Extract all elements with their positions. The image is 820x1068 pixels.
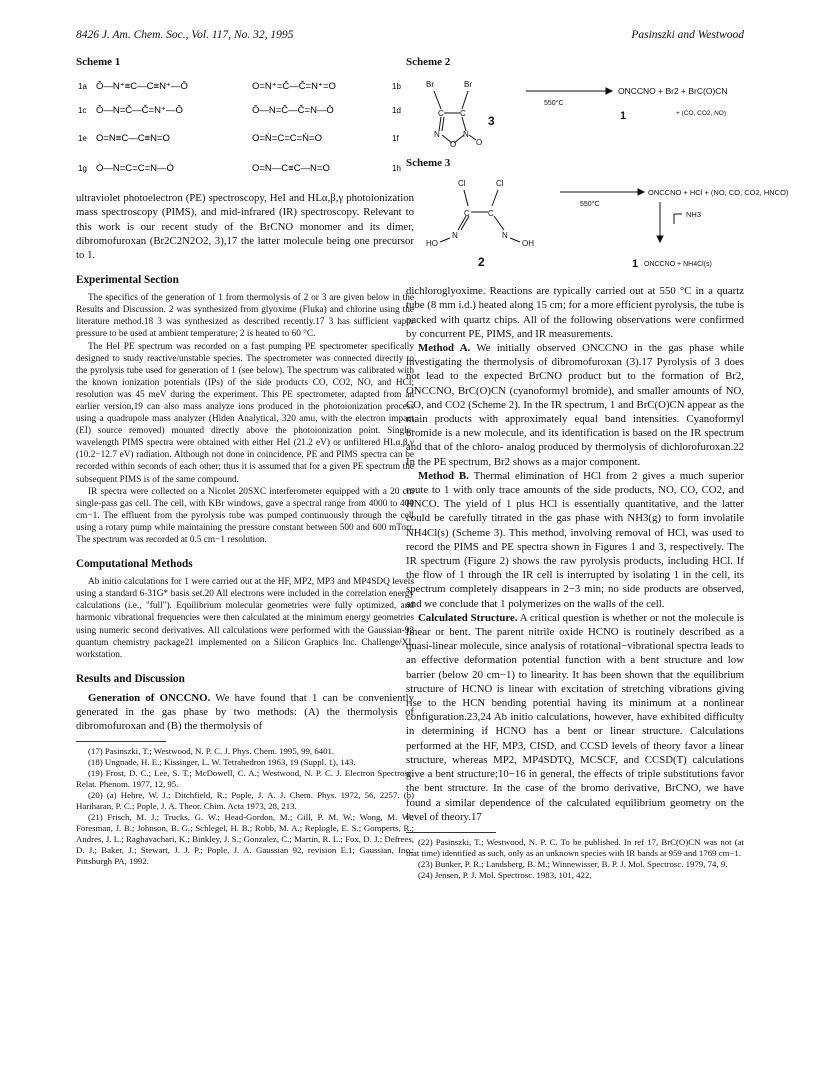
computational-paragraph: Ab initio calculations for 1 were carried out at the HF, MP2, MP3 and MP4SDQ levels using a standard 6-31G* basis set.20 All electrons were included in the correlation energy calculations (i.e., "full"). Equilibrium molecular geometries were fully optimized, and harmonic vibrational frequencies were then calculated at the minimum energy geometries using numeric second derivatives. All calculations were performed with the Gaussian-92 quantum chemistry package21 implemented on a Silicon Graphics Inc. Challenge/XL workstation. [76, 577, 414, 660]
footnote: (20) (a) Hehre, W. J.; Ditchfield, R.; Pople, J. A. J. Chem. Phys. 1972, 56, 2257. (b) Hariharan, P. C.; Pople, J. A. Theor. Chim. Acta 1973, 28, 213. [76, 790, 414, 812]
footnote: (17) Pasinszki, T.; Westwood, N. P. C. J. Phys. Chem. 1995, 99, 6401. [88, 746, 335, 757]
experimental-paragraph: The HeI PE spectrum was recorded on a fast pumping PE spectrometer specifically designed to study reactive/unstable species. The spectrometer was connected directly to the pyrolysis tube used for generation of 1 (see below). The spectrum was calibrated with the known ionization potentials (IPs) of the side products CO, CO2, NO, and HCl; resolution was 45 meV during the experiment. This PE spectrometer, adapted from an earlier version,19 can also mass analyze ions produced in the photoionization process using a quadrupole mass analyzer (Hiden Analytical, 320 amu, with the electron impact (EI) source removed) mounted directly above the photoionization point. Single-wavelength PIMS spectra were obtained with either HeI (21.2 eV) or unfiltered HLα,β,γ (10.2−12.7 eV) radiation. Although not done in coincidence, PE and PIMS spectra can be recorded within seconds of each other; thus it is assumed that for a given PE spectrum the subsequent PIMS is of the same compound. [76, 341, 414, 485]
calculated-structure-heading: Calculated Structure. [418, 611, 518, 624]
right-paragraph: dichloroglyoxime. Reactions are typically carried out at 550 °C in a quartz tube (8 mm i.d.) heated along 15 cm; for a more efficient pyrolysis, the tube is packed with quartz chips. All of the following observations were confirmed by concurrent PE, PIMS, and IR measurements. [406, 285, 745, 340]
left-column [76, 56, 414, 867]
method-a-heading: Method A. [418, 342, 471, 354]
footnote: (23) Bunker, P. R.; Landsberg, B. M.; Winnewisser, B. P. J. Mol. Spectrosc. 1979, 74, 9. [418, 858, 728, 869]
scheme1-structure: Ō—N⁺≡C—C≡N⁺—Ō [96, 81, 188, 93]
svg-text:C: C [460, 109, 466, 119]
page-header [76, 29, 744, 45]
scheme2-products: ONCCNO + Br2 + BrC(O)CN [618, 86, 728, 97]
compound-3-label: 3 [488, 114, 495, 129]
scheme1-structure: Ō—N=Č—Č=N—Ō [252, 105, 334, 117]
left-footnotes [76, 746, 414, 867]
footnote: (22) Pasinszki, T.; Westwood, N. P. C. To be published. In ref 17, BrC(O)CN was not (at that time) identified as such, only as an unknown species with IR bands at 959 and 1769 cm−1. [406, 836, 744, 858]
running-head-authors: Pasinszki and Westwood [631, 29, 744, 41]
experimental-heading: Experimental Section [76, 274, 179, 287]
scheme2-condition: 550°C [544, 100, 564, 108]
footnote-rule [406, 832, 496, 833]
scheme3-final: ONCCNO + NH4Cl(s) [644, 261, 712, 269]
scheme2-diagram [406, 75, 744, 150]
scheme1-label: 1c [78, 106, 87, 116]
svg-text:N: N [452, 231, 458, 241]
scheme1-structure: Ȯ—N=C=C=N—Ȯ [96, 163, 174, 175]
experimental-paragraph: IR spectra were collected on a Nicolet 20SXC interferometer equipped with a 20 cm single-pass gas cell. The cell, with KBr windows, gave a spectral range from 4000 to 400 cm−1. The effluent from the pyrolysis tube was pumped continuously through the cell using a rotary pump while maintaining the pressure constant between 500 and 600 mTorr. The spectrum was recorded at 0.5 cm−1 resolution. [76, 486, 414, 546]
svg-text:Cl: Cl [496, 179, 504, 189]
scheme1-structures [76, 75, 414, 179]
scheme3-reagent: NH3 [686, 210, 702, 220]
running-head-journal: 8426 J. Am. Chem. Soc., Vol. 117, No. 32, 1995 [76, 29, 294, 41]
scheme3-title: Scheme 3 [406, 157, 451, 170]
product-1-label: 1 [620, 110, 627, 123]
scheme1-label: 1h [392, 164, 401, 174]
scheme1-label: 1f [392, 134, 399, 144]
compound-2-label: 2 [478, 255, 485, 270]
svg-text:O: O [450, 140, 457, 150]
right-footnotes [406, 837, 744, 881]
svg-text:C: C [438, 109, 444, 119]
scheme1-structure: O=N—C≡C—N=O [252, 163, 330, 175]
experimental-paragraph: The specifics of the generation of 1 from thermolysis of 2 or 3 are given below in the Results and Discussion. 2 was synthesized from glyoxime (Fluka) and chlorine using the literature method.18 3 was synthesized as described recently.17 3 has sufficient vapor pressure to be used at ambient temperature; 2 is heated to 60 °C. [76, 293, 414, 340]
footnote: (19) Frost, D. C.; Lee, S. T.; McDowell, C. A.; Westwood, N. P. C. J. Electron Spectrosc. Relat. Phenom. 1977, 12, 95. [76, 768, 414, 790]
calculated-structure-text: A critical question is whether or not the molecule is linear or bent. The parent nitrile oxide HCNO is routinely described as a quasi-linear molecule, since analysis of rotational−vibrational spectra leads to an effective deformation potential function with a bent structure and low barrier (below 20 cm−1) to linearity. It has been shown that the equilibrium structure of HCNO is linear with excitation of stretching vibrations giving rise to the HCN bending potential having its minimum at a nonlinear configuration.23,24 Ab initio calculations, however, have exhibited difficulty in determining if HCNO has a bent or linear structure. Calculations performed at the HF, MP3, CISD, and CCSD levels of theory favor a linear structure, whereas MP2, MP4SDTQ, MCSCF, and CCSD(T) calculations give a bent structure;10−16 in general, the effects of triple substitutions favor the bent structure. In the case of the bromo derivative, BrCNO, we have found a similar dependence of the calculated equilibrium geometry on the level of theory.17 [406, 611, 744, 823]
scheme1-label: 1d [392, 106, 401, 116]
scheme1-title: Scheme 1 [76, 56, 121, 68]
right-column [406, 56, 789, 881]
svg-text:Cl: Cl [458, 179, 466, 189]
intro-paragraph [76, 191, 414, 262]
svg-text:N: N [502, 231, 508, 241]
scheme1-structure: O=N⁺=Č—Č=N⁺=O [252, 81, 336, 93]
method-a-text: We initially observed ONCCNO in the gas phase while investigating the thermolysis of dibromofuroxan (3).17 Pyrolysis of 3 does not lead to the expected BrCNO product but to the formation of Br2, ONCCNO, BrC(O)CN (cyanoformyl bromide), and smaller amounts of NO, CO, and CO2 (Scheme 2). In the IR spectrum, 1 and BrC(O)CN appear as the main products with approximately equal band intensities. Cyanoformyl bromide is a new molecule, and its identification is based on the IR spectrum and that of the chloro- analog produced by thermolysis of dichlorofuroxan.22 In the PE spectrum, Br2 shows as a major component. [406, 342, 744, 468]
generation-text: We have found that 1 can be conveniently generated in the gas phase by two methods: (A) the thermolysis of dibromofuroxan and (B) the thermolysis of [76, 691, 414, 733]
scheme1-structure: O=N≡C—C≡N=O [96, 133, 170, 145]
scheme2-side-products: + (CO, CO2, NO) [676, 110, 727, 118]
generation-heading: Generation of ONCCNO. [88, 691, 211, 704]
scheme2-title: Scheme 2 [406, 56, 451, 68]
experimental-section [76, 292, 414, 546]
scheme1-structure: Ō—N=Č—Č=N⁺—Ō [96, 105, 183, 117]
scheme1-label: 1e [78, 134, 87, 144]
svg-text:N: N [434, 130, 440, 140]
footnote: (21) Frisch, M. J.; Trucks, G. W.; Head-Gordon, M.; Gill, P. M. W.; Wong, M. W.; Foresman, J. B.; Johnson, B. G.; Schlegel, H. B.; Robb, M. A.; Replogle, E. S.; Gomperts, R.; Andres, J. L.; Raghavachari, K.; Binkley, J. S.; Gonzalez, C.; Martin, R. L.; Fox, D. J.; Defrees, D. J.; Baker, J.; Stewart, J. J. P.; Pople, J. A. Gaussian 92, revision E.1; Gaussian, Inc.: Pittsburgh PA, 1992. [76, 812, 414, 867]
svg-text:HO: HO [426, 239, 438, 249]
results-heading: Results and Discussion [76, 672, 185, 685]
svg-text:OH: OH [522, 239, 534, 249]
scheme1-label: 1a [78, 82, 87, 92]
svg-text:O: O [476, 138, 483, 148]
scheme3-product-label: 1 [632, 258, 639, 271]
footnote: (24) Jensen, P. J. Mol. Spectrosc. 1983, 101, 422. [418, 869, 592, 880]
method-b-text: Thermal elimination of HCl from 2 gives a much superior route to 1 with only trace amounts of the side products, NO, CO, CO2, and HNCO. The yield of 1 plus HCl is essentially quantitative, and the latter could be carefully titrated in the gas phase with NH3(g) to form involatile NH4Cl(s) (Scheme 3). This method, involving removal of HCl, was used to record the PIMS and PE spectra shown in Figures 1 and 3, respectively. The IR spectrum (Figure 2) shows the raw pyrolysis products, including HCl. If the flow of 1 through the IR cell is interrupted by isolating 1 in the cell, its spectrum completely disappears in 2−3 min; no side products are observed, and we conclude that 1 polymerizes on the walls of the cell. [406, 469, 744, 610]
scheme3-products: ONCCNO + HCl + (NO, CO, CO2, HNCO) [648, 188, 789, 198]
intro-text: ultraviolet photoelectron (PE) spectroscopy, HeI and HLα,β,γ photoionization mass spectroscopy (PIMS), and mid-infrared (IR) spectroscopy. Relevant to this work is our recent study of the BrCNO monomer and its dimer, dibromofuroxan (Br2C2N2O2, 3),17 the latter molecule being one precursor to 1. [76, 192, 414, 261]
scheme3-condition: 550°C [580, 201, 600, 209]
right-body [406, 284, 744, 824]
computational-section [76, 576, 414, 661]
scheme1-label: 1b [392, 82, 401, 92]
svg-text:C: C [488, 209, 494, 219]
generation-paragraph [76, 691, 414, 734]
footnote: (18) Ungnade, H. E.; Kissinger, L. W. Tetrahedron 1963, 19 (Suppl. 1), 143. [88, 757, 356, 768]
svg-text:N: N [463, 130, 469, 140]
computational-heading: Computational Methods [76, 558, 193, 571]
scheme1-structure: O=Ṅ=C=C=Ṅ=O [252, 133, 322, 145]
svg-text:Br: Br [426, 80, 434, 90]
scheme3-diagram [406, 176, 789, 272]
method-b-heading: Method B. [418, 469, 469, 482]
scheme1-label: 1g [78, 164, 87, 174]
footnote-rule [76, 741, 166, 742]
svg-text:C: C [464, 209, 470, 219]
svg-text:Br: Br [464, 80, 472, 90]
